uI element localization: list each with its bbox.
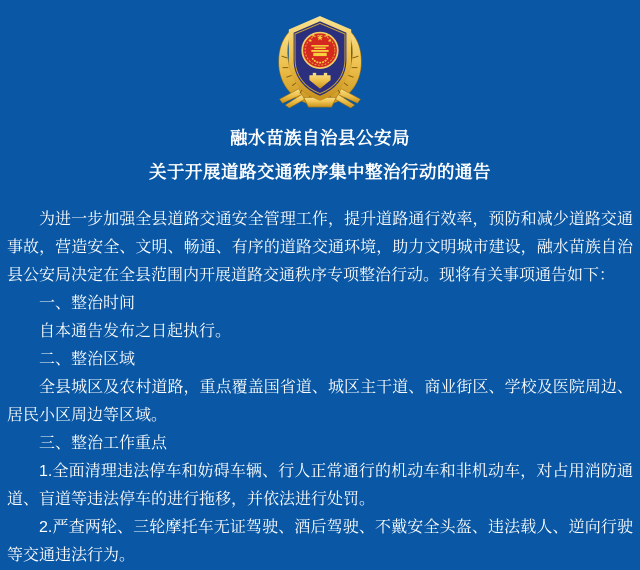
notice-paragraph: 为进一步加强全县道路交通安全管理工作，提升道路通行效率，预防和减少道路交通事故，营造安全、文明、畅通、有序的道路交通环境，助力文明城市建设，融水苗族自治县公安局决定在全县范围内开展道路交通秩序专项整治行动。现将有关事项通告如下： <box>7 211 633 284</box>
org-title: 融水苗族自治县公安局 <box>230 128 410 148</box>
notice-paragraph: 1.全面清理违法停车和妨碍车辆、行人正常通行的机动车和非机动车，对占用消防通道、盲道等违法停车的进行拖移，并依法进行处罚。 <box>7 463 633 508</box>
badge-container <box>0 0 640 108</box>
doc-title: 关于开展道路交通秩序集中整治行动的通告 <box>149 162 491 182</box>
notice-paragraph: 自本通告发布之日起执行。 <box>39 323 232 340</box>
notice-paragraph: 三、整治工作重点 <box>39 435 168 452</box>
notice-paragraph: 一、整治时间 <box>39 295 136 312</box>
notice-paragraph: 2.严查两轮、三轮摩托车无证驾驶、酒后驾驶、不戴安全头盔、违法载人、逆向行驶等交通违法行为。 <box>7 519 633 564</box>
notice-body <box>0 206 640 570</box>
china-police-badge-icon <box>272 8 368 108</box>
notice-paragraph: 全县城区及农村道路，重点覆盖国省道、城区主干道、商业街区、学校及医院周边、居民小区周边等区域。 <box>7 379 633 424</box>
notice-paragraph: 二、整治区域 <box>39 351 136 368</box>
badge-national-emblem <box>302 33 338 69</box>
